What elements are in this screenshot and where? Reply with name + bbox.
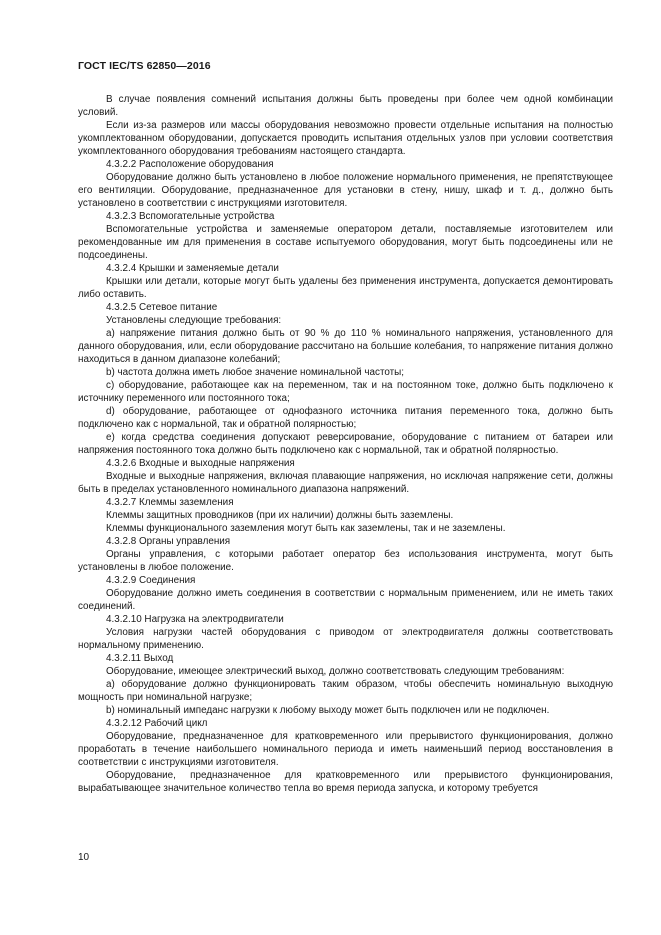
document-header: ГОСТ IEC/TS 62850—2016 bbox=[78, 60, 211, 72]
paragraph: Условия нагрузки частей оборудования с приводом от электродвигателя должны соответствовать нормальному применению. bbox=[78, 627, 613, 651]
clause-heading: 4.3.2.7 Клеммы заземления bbox=[106, 497, 234, 508]
paragraph: Оборудование должно иметь соединения в соответствии с нормальным применением, или не иметь таких соединений. bbox=[78, 588, 613, 612]
paragraph: Оборудование, предназначенное для кратковременного или прерывистого функционирования, должно проработать в течение наибольшего номинального периода и иметь наименьший период восстановления в соответствии с инструкциями изготовителя. bbox=[78, 731, 613, 768]
paragraph: d) оборудование, работающее от однофазного источника питания переменного тока, должно быть подключено как с нормальной, так и обратной полярностью; bbox=[78, 406, 613, 430]
clause-heading: 4.3.2.9 Соединения bbox=[106, 575, 196, 586]
clause-heading: 4.3.2.5 Сетевое питание bbox=[106, 302, 218, 313]
clause-heading: 4.3.2.12 Рабочий цикл bbox=[106, 718, 208, 729]
paragraph: В случае появления сомнений испытания должны быть проведены при более чем одной комбинации условий. bbox=[78, 94, 613, 118]
document-body bbox=[78, 93, 613, 795]
clause-heading: 4.3.2.11 Выход bbox=[106, 653, 174, 664]
paragraph: b) номинальный импеданс нагрузки к любому выходу может быть подключен или не подключен. bbox=[106, 705, 550, 716]
clause-heading: 4.3.2.3 Вспомогательные устройства bbox=[106, 211, 275, 222]
paragraph: Крышки или детали, которые могут быть удалены без применения инструмента, допускается демонтировать либо оставить. bbox=[78, 276, 613, 300]
clause-heading: 4.3.2.6 Входные и выходные напряжения bbox=[106, 458, 295, 469]
paragraph: a) оборудование должно функционировать таким образом, чтобы обеспечить номинальную выходную мощность при номинальной нагрузке; bbox=[78, 679, 613, 703]
paragraph: Оборудование, предназначенное для кратковременного или прерывистого функционирования, вырабатывающее значительное количество тепла во время периода запуска, и которому требуется bbox=[78, 770, 613, 794]
clause-heading: 4.3.2.4 Крышки и заменяемые детали bbox=[106, 263, 279, 274]
paragraph: Входные и выходные напряжения, включая плавающие напряжения, но исключая напряжение сети, должны быть в пределах установленного номинального диапазона напряжений. bbox=[78, 471, 613, 495]
paragraph: Установлены следующие требования: bbox=[106, 315, 282, 326]
paragraph: b) частота должна иметь любое значение номинальной частоты; bbox=[106, 367, 404, 378]
paragraph: Оборудование должно быть установлено в любое положение нормального применения, не препятствующее его вентиляции. Оборудование, предназначенное для установки в стену, нишу, шкаф и т. д., должно быть установлено в соответствии с инструкциями изготовителя. bbox=[78, 172, 613, 209]
paragraph: Если из-за размеров или массы оборудования невозможно провести отдельные испытания на полностью укомплектованном оборудовании, допускается проводить испытания отдельных узлов при условии соответствия укомплектованного оборудования требованиям настоящего стандарта. bbox=[78, 120, 613, 157]
page-number: 10 bbox=[78, 852, 90, 863]
paragraph: Вспомогательные устройства и заменяемые оператором детали, поставляемые изготовителем или рекомендованные им для применения в составе испытуемого оборудования, могут быть подсоединены или не подсоединены. bbox=[78, 224, 613, 261]
clause-heading: 4.3.2.8 Органы управления bbox=[106, 536, 231, 547]
clause-heading: 4.3.2.2 Расположение оборудования bbox=[106, 159, 274, 170]
paragraph: e) когда средства соединения допускают реверсирование, оборудование с питанием от батареи или напряжения постоянного тока должно быть подключено как с нормальной, так и обратной полярностью. bbox=[78, 432, 613, 456]
paragraph: Клеммы защитных проводников (при их наличии) должны быть заземлены. bbox=[106, 510, 454, 521]
paragraph: Клеммы функционального заземления могут быть как заземлены, так и не заземлены. bbox=[106, 523, 506, 534]
paragraph: Оборудование, имеющее электрический выход, должно соответствовать следующим требованиям: bbox=[106, 666, 565, 677]
paragraph: c) оборудование, работающее как на переменном, так и на постоянном токе, должно быть подключено к источнику переменного или постоянного тока; bbox=[78, 380, 613, 404]
paragraph: Органы управления, с которыми работает оператор без использования инструмента, могут быть установлены в любое положение. bbox=[78, 549, 613, 573]
clause-heading: 4.3.2.10 Нагрузка на электродвигатели bbox=[106, 614, 284, 625]
paragraph: a) напряжение питания должно быть от 90 % до 110 % номинального напряжения, установленного для данного оборудования, или, если оборудование рассчитано на большие колебания, то напряжение питания должно находиться в данном диапазоне колебаний; bbox=[78, 328, 613, 365]
